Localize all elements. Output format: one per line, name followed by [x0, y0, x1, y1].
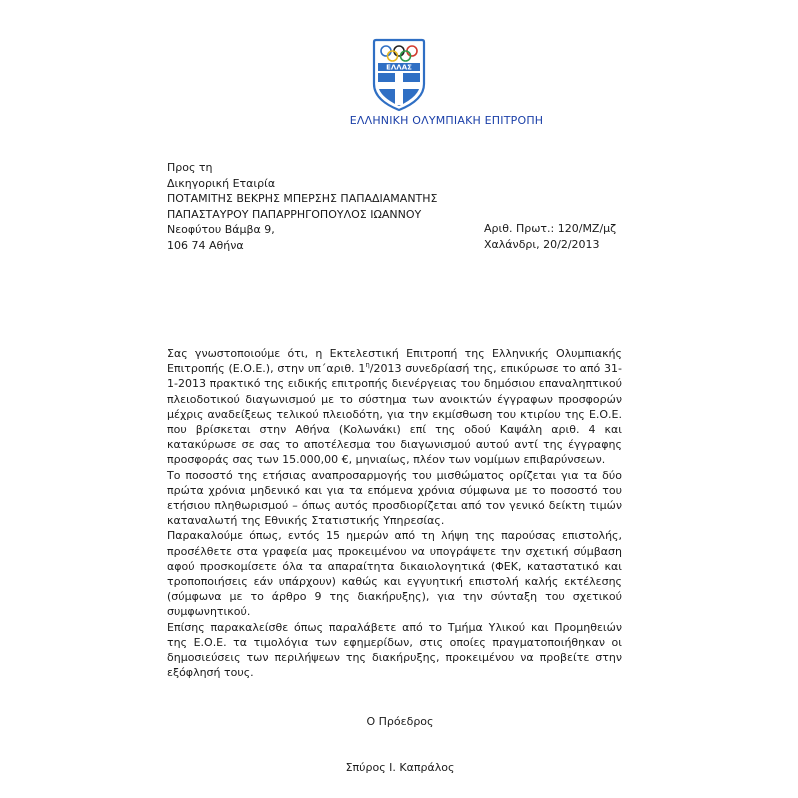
- paragraph-2: Το ποσοστό της ετήσιας αναπροσαρμογής του μισθώματος ορίζεται για τα δύο πρώτα χρόνια μηδενικό και για τα επόμενα χρόνια σύμφωνα με το ποσοστό του ετήσιου πληθωρισμού – όπως αυτός προσδιορίζεται από τον γενικό δείκτη τιμών καταναλωτή της Εθνικής Στατιστικής Υπηρεσίας.: [167, 468, 622, 528]
- paragraph-3: Παρακαλούμε όπως, εντός 15 ημερών από τη λήψη της παρούσας επιστολής, προσέλθετε στα γραφεία μας προκειμένου να υπογράψετε την σχετική σύμβαση αφού προσκομίσετε όλα τα απαραίτητα δικαιολογητικά (ΦΕΚ, καταστατικό και τροποποιήσεις εάν υπάρχουν) καθώς και εγγυητική επιστολή καλής εκτέλεσης (σύμφωνα με το άρθρο 9 της διακήρυξης), για την σύνταξη του σχετικού συμφωνητικού.: [167, 529, 622, 619]
- signature-name: Σπύρος Ι. Καπράλος: [345, 761, 455, 774]
- recipient-line: Προς τη: [167, 161, 213, 174]
- olympic-committee-emblem-icon: [372, 38, 426, 112]
- letter-body: [167, 346, 622, 680]
- paragraph-1: Σας γνωστοποιούμε ότι, η Εκτελεστική Επιτροπή της Ελληνικής Ολυμπιακής Επιτροπής (Ε.Ο.Ε.), στην υπ΄αριθ. $1^\eta/2013$ συνεδρίασή της, επικύρωσε το από 31-1-2013 πρακτικό της ειδικής επιτροπής διενέργειας του δημόσιου επαναληπτικού πλειοδοτικού διαγωνισμού με το σύστημα των ανοικτών έγγραφων προσφορών μέχρις αναδείξεως τελικού πλειοδότη, για την εκμίσθωση του κτιρίου της Ε.Ο.Ε. που βρίσκεται στην Αθήνα (Κολωνάκι) επί της οδού Καψάλη αριθ. 4 και κατακύρωσε σε σας το αποτέλεσμα του διαγωνισμού αυτού αντί της έγγραφης προσφοράς σας των 15.000,00 €, μηνιαίως, πλέον των νομίμων επιβαρύνσεων.: [167, 347, 622, 467]
- place-date: Χαλάνδρι, 20/2/2013: [484, 237, 600, 251]
- recipient-line: Νεοφύτου Βάμβα 9,: [167, 223, 275, 236]
- recipient-line: Δικηγορική Εταιρία: [167, 176, 276, 190]
- recipient-line: ΠΟΤΑΜΙΤΗΣ ΒΕΚΡΗΣ ΜΠΕΡΣΗΣ ΠΑΠΑΔΙΑΜΑΝΤΗΣ: [167, 192, 438, 205]
- recipient-address: [167, 160, 438, 253]
- organization-name: ΕΛΛΗΝΙΚΗ ΟΛΥΜΠΙΑΚΗ ΕΠΙΤΡΟΠΗ: [349, 114, 544, 127]
- reference-block: [484, 221, 616, 252]
- protocol-number: Αριθ. Πρωτ.: 120/ΜΖ/μζ: [484, 222, 617, 235]
- signature-title: Ο Πρόεδρος: [366, 715, 434, 728]
- logo-text: ΕΛΛΑΣ: [386, 63, 412, 72]
- paragraph-4: Επίσης παρακαλείσθε όπως παραλάβετε από το Τμήμα Υλικού και Προμηθειών της Ε.Ο.Ε. τα τιμολόγια των εφημερίδων, στις οποίες πραγματοποιήθηκαν οι δημοσιεύσεις των περιλήψεων της διακήρυξης, προκειμένου να προβείτε στην εξόφλησή τους.: [167, 620, 622, 680]
- recipient-line: 106 74 Αθήνα: [167, 238, 244, 252]
- recipient-line: ΠΑΠΑΣΤΑΥΡΟΥ ΠΑΠΑΡΡΗΓΟΠΟΥΛΟΣ ΙΩΑΝΝΟΥ: [167, 207, 422, 221]
